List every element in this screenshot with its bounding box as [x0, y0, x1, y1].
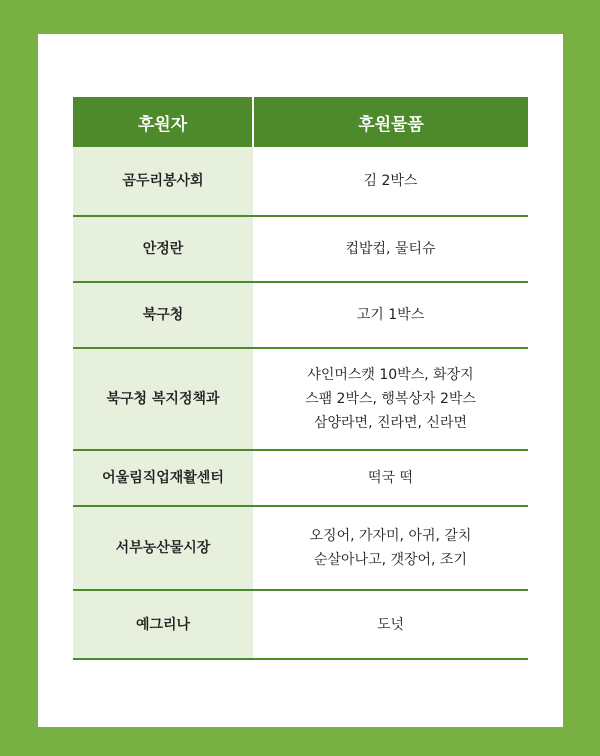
items-cell — [253, 450, 528, 506]
item-line: 샤인머스캣 10박스, 화장지 — [307, 367, 474, 383]
items-cell — [253, 506, 528, 590]
item-line: 김 2박스 — [363, 173, 418, 189]
donor-cell: 곰두리봉사회 — [73, 147, 253, 216]
items-cell — [253, 282, 528, 348]
items-cell — [253, 216, 528, 282]
item-line: 순살아나고, 갯장어, 조기 — [313, 552, 468, 568]
donor-cell: 북구청 복지정책과 — [73, 348, 253, 450]
table-row — [73, 147, 528, 216]
card — [38, 34, 563, 727]
table-row — [73, 348, 528, 450]
item-line: 삼양라면, 진라면, 신라면 — [313, 415, 468, 431]
table-row — [73, 282, 528, 348]
item-line: 도넛 — [376, 616, 405, 633]
donor-cell: 어울림직업재활센터 — [73, 450, 253, 506]
table-row — [73, 590, 528, 659]
header-donor: 후원자 — [73, 97, 253, 147]
donor-cell: 예그리나 — [73, 590, 253, 659]
item-line: 스팸 2박스, 행복상자 2박스 — [305, 391, 476, 407]
donor-cell: 안정란 — [73, 216, 253, 282]
table-row — [73, 450, 528, 506]
table-row — [73, 216, 528, 282]
header-items: 후원물품 — [253, 97, 528, 147]
header-row — [73, 97, 528, 147]
item-line: 오징어, 가자미, 아귀, 갈치 — [309, 528, 472, 544]
items-cell — [253, 348, 528, 450]
table-row — [73, 506, 528, 590]
item-line: 떡국 떡 — [367, 470, 414, 486]
donor-cell: 서부농산물시장 — [73, 506, 253, 590]
items-cell — [253, 147, 528, 216]
item-line: 컵밥컵, 물티슈 — [345, 241, 436, 257]
items-cell — [253, 590, 528, 659]
sponsor-table — [73, 97, 528, 660]
item-line: 고기 1박스 — [356, 307, 425, 323]
donor-cell: 북구청 — [73, 282, 253, 348]
